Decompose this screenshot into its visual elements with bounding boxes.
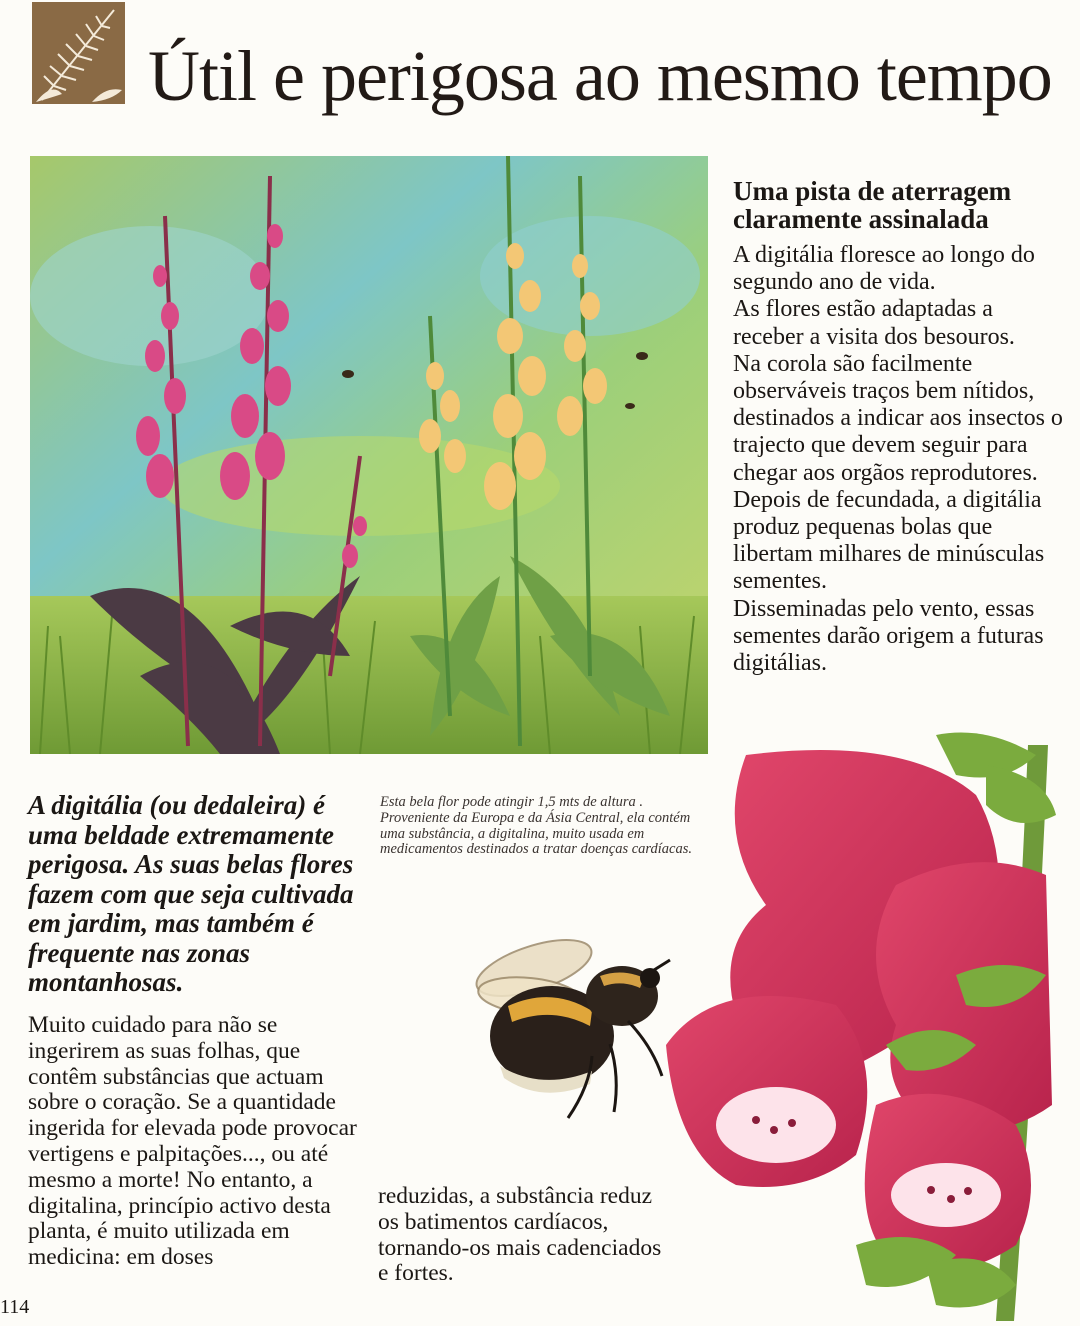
paragraph: Depois de fecundada, a digitália produz pequenas bolas que libertam milhares de minúsculas sementes.: [733, 486, 1045, 595]
body-text-continued: reduzidas, a substância reduz os batimentos cardíacos, tornando-os mais cadenciados e fortes.: [378, 1183, 662, 1287]
body-text-left: Muito cuidado para não se ingerirem as suas folhas, que contêm substâncias que actuam sobre o coração. Se a quantidade ingerida for elevada pode provocar vertigens e palpitações..., ou até mesmo a morte! No entanto, a digitalina, princípio activo desta planta, é muito utilizada em medicina: em doses: [28, 1012, 357, 1271]
paragraph: Na corola são facilmente observáveis traços bem nítidos, destinados a indicar aos insectos o trajecto que devem seguir para chegar aos orgãos reprodutores.: [733, 350, 1063, 486]
page-title: Útil e perigosa ao mesmo tempo: [148, 36, 1052, 116]
right-column-text: [733, 242, 1063, 677]
paragraph: Disseminadas pelo vento, essas sementes darão origem a futuras digitálias.: [733, 595, 1044, 677]
intro-text: A digitália (ou dedaleira) é uma beldade extremamente perigosa. As suas belas flores fazem com que seja cultivada em jardim, mas também é frequente nas zonas montanhosas.: [28, 790, 354, 997]
paragraph: A digitália floresce ao longo do segundo ano de vida.: [733, 242, 1035, 296]
figure-caption: Esta bela flor pode atingir 1,5 mts de altura . Proveniente da Europa e da Ásia Central, ela contém uma substância, a digitalina, muito usada em medicamentos destinados a tratar doenças cardíacas.: [380, 794, 692, 858]
fern-logo: [32, 2, 125, 104]
paragraph: As flores estão adaptadas a receber a visita dos besouros.: [733, 296, 1015, 350]
foxglove-meadow-illustration: [30, 156, 708, 754]
page-number: 114: [0, 1296, 30, 1318]
section-heading: Uma pista de aterragem claramente assinalada: [733, 176, 1012, 234]
foxglove-closeup-illustration: [656, 725, 1056, 1321]
bumblebee-illustration: [472, 926, 682, 1126]
